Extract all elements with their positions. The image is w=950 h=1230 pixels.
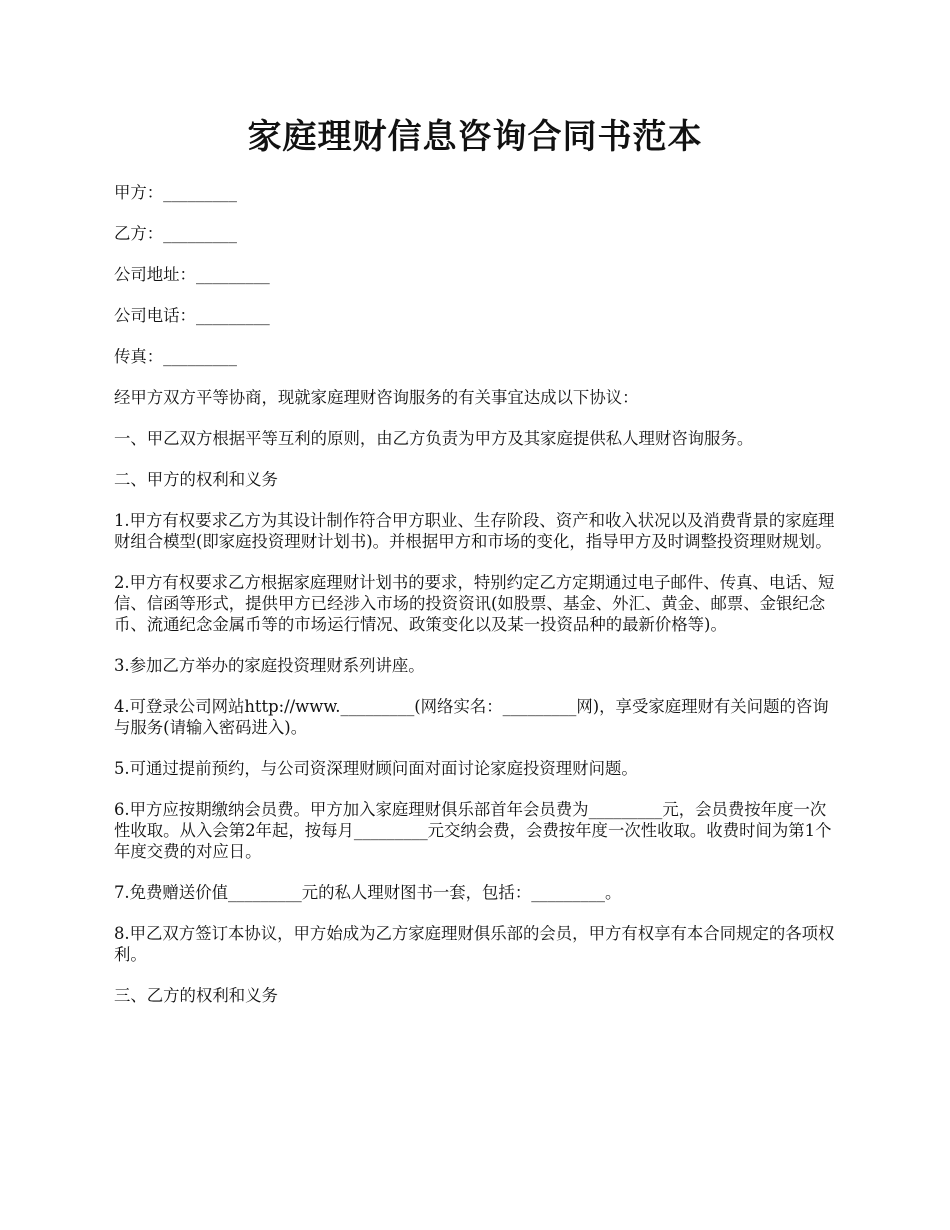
section-2-heading: 二、甲方的权利和义务 [114, 470, 278, 489]
clause-6-paragraph: 6.甲方应按期缴纳会员费。甲方加入家庭理财俱乐部首年会员费为_________元，会员费按年度一次性收取。从入会第2年起，按每月_________元交纳会费，会费按年度一次性收取。收费时间为第1个年度交费的对应日。 [114, 800, 832, 861]
clause-8-paragraph: 8.甲乙双方签订本协议，甲方始成为乙方家庭理财俱乐部的会员，甲方有权享有本合同规定的各项权利。 [114, 924, 835, 964]
fax-field: 传真：_________ [114, 347, 237, 366]
section-3-heading: 三、乙方的权利和义务 [114, 986, 278, 1005]
clause-2-paragraph: 2.甲方有权要求乙方根据家庭理财计划书的要求，特别约定乙方定期通过电子邮件、传真、电话、短信、信函等形式，提供甲方已经涉入市场的投资资讯(如股票、基金、外汇、黄金、邮票、金银纪念币、流通纪念金属币等的市场运行情况、政策变化以及某一投资品种的最新价格等)。 [114, 573, 835, 634]
clause-1-paragraph: 1.甲方有权要求乙方为其设计制作符合甲方职业、生存阶段、资产和收入状况以及消费背景的家庭理财组合模型(即家庭投资理财计划书)。并根据甲方和市场的变化，指导甲方及时调整投资理财规划。 [114, 511, 835, 551]
clause-4-paragraph: 4.可登录公司网站http://www._________(网络实名：_________网)，享受家庭理财有关问题的咨询与服务(请输入密码进入)。 [114, 697, 829, 737]
clause-5-paragraph: 5.可通过提前预约，与公司资深理财顾问面对面讨论家庭投资理财问题。 [114, 759, 638, 778]
party-b-field: 乙方：_________ [114, 224, 237, 243]
company-address-field: 公司地址：_________ [114, 265, 270, 284]
section-1-paragraph: 一、甲乙双方根据平等互利的原则，由乙方负责为甲方及其家庭提供私人理财咨询服务。 [114, 429, 754, 448]
clause-3-paragraph: 3.参加乙方举办的家庭投资理财系列讲座。 [114, 656, 425, 675]
party-a-field: 甲方：_________ [114, 183, 237, 202]
clause-7-paragraph: 7.免费赠送价值_________元的私人理财图书一套，包括：_________。 [114, 883, 622, 902]
document-body [114, 182, 836, 1006]
preamble-paragraph: 经甲方双方平等协商，现就家庭理财咨询服务的有关事宜达成以下协议： [114, 388, 639, 407]
company-phone-field: 公司电话：_________ [114, 306, 270, 325]
document-title: 家庭理财信息咨询合同书范本 [247, 117, 703, 157]
